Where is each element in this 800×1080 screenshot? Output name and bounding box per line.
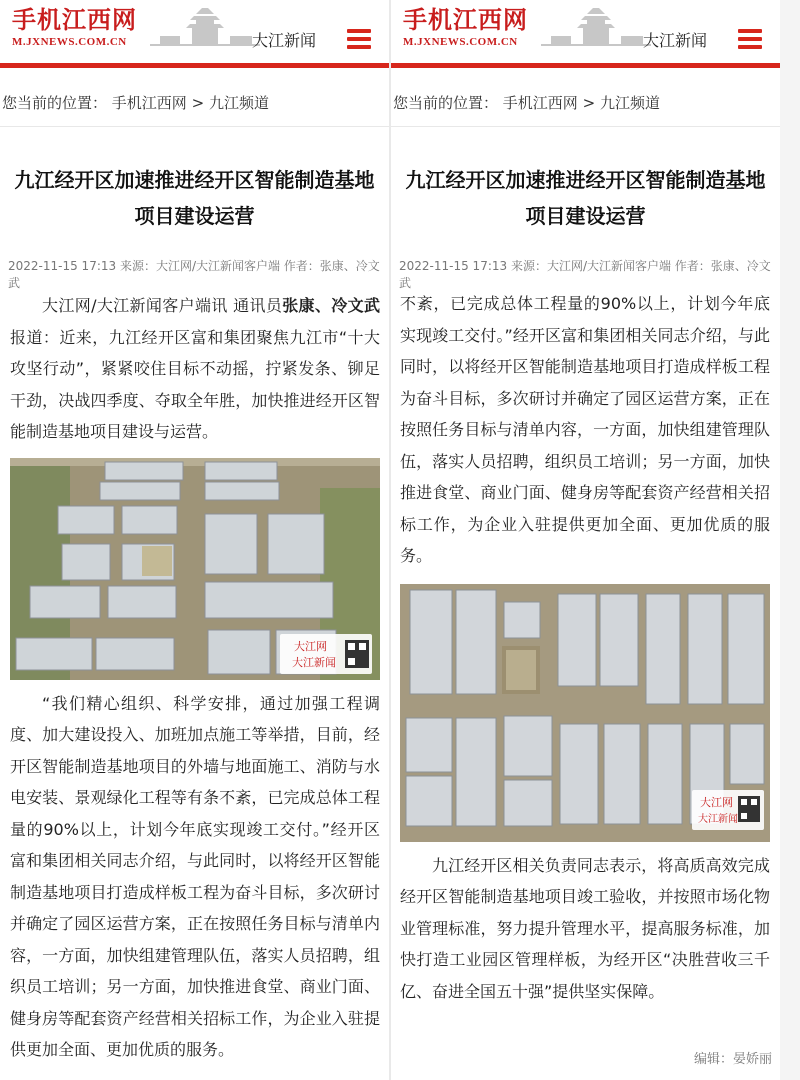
breadcrumb-prefix: 您当前的位置： — [2, 94, 108, 112]
article-paragraph: 大江网/大江新闻客户端讯 通讯员张康、冷文武报道：近来，九江经开区富和集团聚焦九江市“十大攻坚行动”，紧紧咬住目标不动摇，拧紧发条、铆足干劲，决战四季度、夺取全年胜，加快推进经开区智能制造基地项目建设与运营。 — [10, 296, 380, 441]
divider — [391, 126, 780, 127]
article-body — [10, 290, 380, 1066]
screenshot-left — [0, 0, 389, 1080]
article-paragraph: 九江经开区相关负责同志表示，将高质高效完成经开区智能制造基地项目竣工验收，并按照市场化物业管理标准，努力提升管理水平，提高服务标准，加快打造工业园区管理样板，为经开区“决胜营收三千亿、奋进全国五十强”提供坚实保障。 — [400, 855, 770, 1001]
breadcrumb — [391, 86, 780, 120]
page-margin — [780, 0, 800, 1080]
aerial-photo — [10, 458, 380, 680]
editor-name: 晏娇丽 — [732, 1052, 772, 1067]
article-title: 九江经开区加速推进经开区智能制造基地项目建设运营 — [405, 168, 766, 228]
site-logo[interactable] — [403, 6, 528, 48]
watermark-text: 大江新闻 — [698, 813, 738, 825]
logo-url: M.JXNEWS.COM.CN — [12, 36, 127, 48]
breadcrumb — [0, 86, 389, 120]
watermark-text: 大江网 — [294, 639, 327, 653]
article-body — [400, 288, 770, 1007]
site-header — [391, 0, 780, 68]
screenshot-right — [391, 0, 780, 1080]
site-logo[interactable] — [12, 6, 137, 48]
hamburger-menu-icon[interactable] — [738, 29, 762, 49]
watermark-text: 大江新闻 — [292, 655, 336, 669]
breadcrumb-home-link[interactable]: 手机江西网 — [502, 94, 578, 112]
header-red-bar — [391, 63, 780, 68]
editor-label: 编辑： — [693, 1052, 733, 1067]
breadcrumb-channel-link[interactable]: 九江频道 — [599, 94, 660, 112]
breadcrumb-separator: > — [191, 94, 205, 112]
site-header — [0, 0, 389, 68]
article-paragraph: 不紊，已完成总体工程量的90%以上，计划今年底实现竣工交付。”经开区富和集团相关同志介绍，与此同时，以将经开区智能制造基地项目打造成样板工程为奋斗目标，多次研讨并确定了园区运营方案，正在按照任务目标与清单内容，一方面，加快组建管理队伍，落实人员招聘，组织员工培训；另一方面，加快推进食堂、商业门面、健身房等配套资产经营相关招标工作，为企业入驻提供更加全面、更加优质的服务。 — [400, 294, 770, 565]
editor-credit — [694, 1048, 772, 1067]
divider — [0, 126, 389, 127]
article-meta: 2022-11-15 17:13 来源：大江网/大江新闻客户端 作者：张康、冷文武 — [399, 259, 771, 290]
article-meta: 2022-11-15 17:13 来源：大江网/大江新闻客户端 作者：张康、冷文武 — [8, 259, 380, 290]
breadcrumb-home-link[interactable]: 手机江西网 — [111, 94, 187, 112]
breadcrumb-separator: > — [582, 94, 596, 112]
article-paragraph: “我们精心组织、科学安排，通过加强工程调度、加大建设投入、加班加点施工等举措，目前，经开区智能制造基地项目的外墙与地面施工、消防与水电安装、景观绿化工程等有条不紊，已完成总体工程量的90%以上，计划今年底实现竣工交付。”经开区富和集团相关同志介绍，与此同时，以将经开区智能制造基地项目打造成样板工程为奋斗目标，多次研讨并确定了园区运营方案，正在按照任务目标与清单内容，一方面，加快组建管理队伍，落实人员招聘，组织员工培训；另一方面，加快推进食堂、商业门面、健身房等配套资产经营相关招标工作，为企业入驻提供更加全面、更加优质的服务。 — [10, 693, 380, 1059]
aerial-photo — [400, 584, 770, 842]
header-red-bar — [0, 63, 389, 68]
logo-title: 手机江西网 — [403, 5, 528, 34]
pagoda-logo-icon — [150, 6, 260, 50]
hamburger-menu-icon[interactable] — [347, 29, 371, 49]
brand-name[interactable]: 大江新闻 — [252, 31, 317, 50]
breadcrumb-channel-link[interactable]: 九江频道 — [208, 94, 269, 112]
breadcrumb-prefix: 您当前的位置： — [393, 94, 499, 112]
logo-title: 手机江西网 — [12, 5, 137, 34]
brand-name[interactable]: 大江新闻 — [643, 31, 708, 50]
pagoda-logo-icon — [541, 6, 651, 50]
watermark-text: 大江网 — [700, 795, 733, 809]
article-title: 九江经开区加速推进经开区智能制造基地项目建设运营 — [14, 168, 375, 228]
logo-url: M.JXNEWS.COM.CN — [403, 36, 518, 48]
author-names: 张康、冷文武 — [282, 296, 380, 315]
